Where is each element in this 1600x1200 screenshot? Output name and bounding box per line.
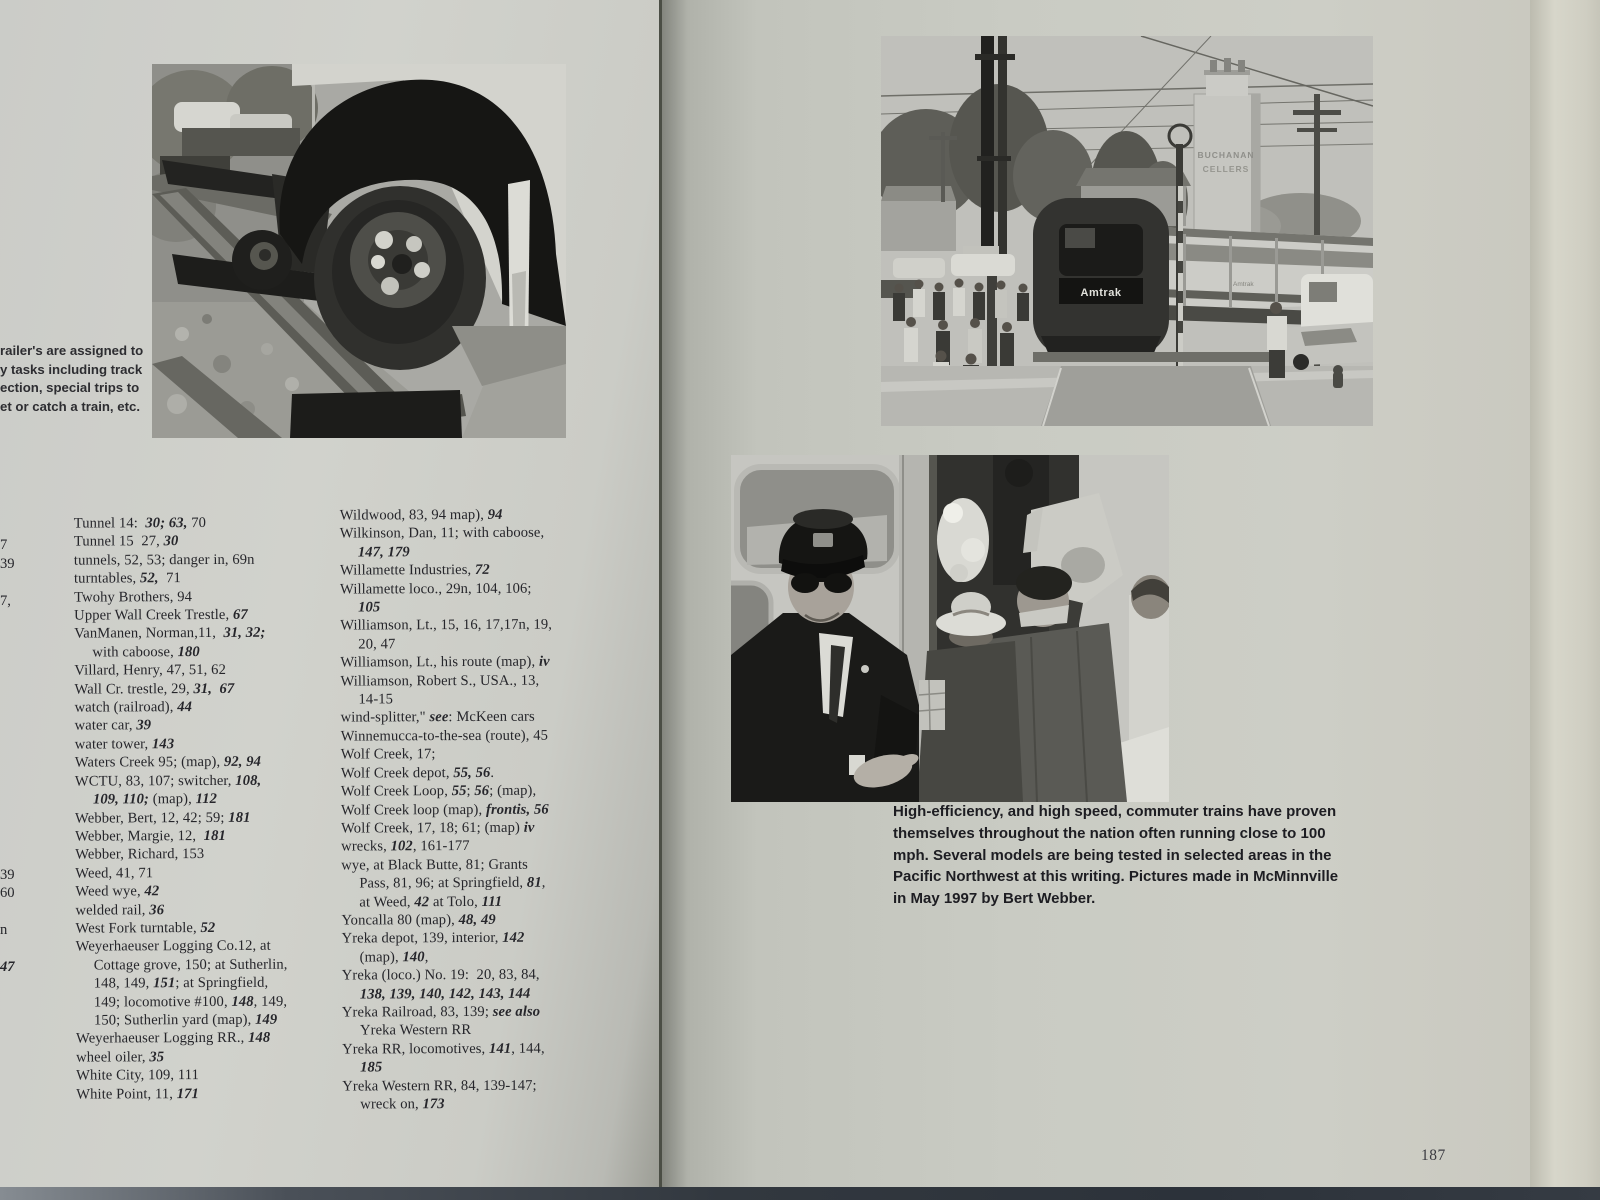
photo-hyrail-wheel <box>152 64 566 438</box>
page-stack-edge <box>1530 0 1600 1187</box>
index-line: 138, 139, 140, 142, 143, 144 <box>359 985 531 1003</box>
index-line: turntables, 52, 71 <box>73 570 181 587</box>
index-line: Wolf Creek loop (map), frontis, 56 <box>340 801 549 819</box>
index-line: wye, at Black Butte, 81; Grants <box>341 856 528 874</box>
index-line: Webber, Margie, 12, 181 <box>75 827 226 845</box>
index-line: WCTU, 83, 107; switcher, 108, <box>74 772 262 790</box>
amtrak-nose-label: Amtrak <box>1080 287 1122 299</box>
background-bottom-edge <box>0 1187 1600 1200</box>
index-line: 20, 47 <box>358 636 396 653</box>
index-line: water car, 39 <box>74 717 152 735</box>
index-line: Webber, Bert, 12, 42; 59; 181 <box>75 809 251 827</box>
edge-fragment: 39 <box>0 556 15 572</box>
photo-hyrail-wheel-art <box>152 64 566 438</box>
index-line: Tunnel 14: 30; 63, 70 <box>73 515 207 532</box>
index-line: Williamson, Robert S., USA., 13, <box>340 672 540 690</box>
caption-line: y tasks including track <box>0 361 143 377</box>
page-number: 187 <box>1421 1147 1446 1164</box>
fire-hydrant <box>1333 365 1343 388</box>
index-line: Wolf Creek, 17, 18; 61; (map) iv <box>341 819 535 837</box>
index-line: 105 <box>358 599 381 616</box>
index-line: Weyerhaeuser Logging RR., 148 <box>75 1030 271 1047</box>
photo-conductor-boarding <box>731 455 1169 802</box>
index-line: Yoncalla 80 (map), 48, 49 <box>341 911 496 929</box>
elevator-sign-line1: BUCHANAN <box>1197 150 1255 160</box>
index-line: Cottage grove, 150; at Sutherlin, <box>93 956 288 974</box>
index-line: 14-15 <box>358 691 394 708</box>
caption-line: themselves throughout the nation often running close to 100 <box>893 824 1326 842</box>
index-line: 185 <box>360 1059 383 1076</box>
index-line: Wolf Creek, 17; <box>340 746 436 763</box>
caption-line: High-efficiency, and high speed, commuter trains have proven <box>893 803 1337 820</box>
index-line: Wolf Creek Loop, 55; 56; (map), <box>340 782 537 800</box>
edge-fragment: 60 <box>0 885 15 901</box>
index-column-2 <box>340 505 598 1114</box>
index-line: VanManen, Norman,11, 31, 32; <box>74 625 266 643</box>
index-line: White City, 109, 111 <box>76 1067 199 1084</box>
index-line: 150; Sutherlin yard (map), 149 <box>93 1011 278 1029</box>
index-line: West Fork turntable, 52 <box>75 919 216 937</box>
index-line: Yreka RR, locomotives, 141, 144, <box>342 1040 545 1058</box>
train-side-label: Amtrak <box>1233 281 1254 288</box>
index-line: Waters Creek 95; (map), 92, 94 <box>74 754 262 771</box>
index-column-1 <box>74 513 347 1103</box>
index-line: Willamette loco., 29n, 104, 106; <box>340 580 532 598</box>
book-gutter <box>659 0 662 1187</box>
index-line: wheel oiler, 35 <box>76 1048 165 1066</box>
index-line: Weed, 41, 71 <box>75 864 154 882</box>
index-line: Wolf Creek depot, 55, 56. <box>340 764 495 782</box>
index-line: Winnemucca-to-the-sea (route), 45 <box>340 727 549 745</box>
photo-caption-left <box>0 342 152 416</box>
index-line: White Point, 11, 171 <box>76 1085 199 1103</box>
caption-line: Pacific Northwest at this writing. Pictures made in McMinnville <box>893 868 1339 886</box>
index-line: Wilkinson, Dan, 11; with caboose, <box>339 525 545 542</box>
photo-conductor-boarding-art <box>731 455 1169 802</box>
index-line: Wildwood, 83, 94 map), 94 <box>339 506 503 524</box>
index-line: tunnels, 52, 53; danger in, 69n <box>73 551 255 569</box>
index-line: welded rail, 36 <box>75 901 165 919</box>
caption-line: in May 1997 by Bert Webber. <box>893 890 1096 908</box>
index-line: Pass, 81, 96; at Springfield, 81, <box>359 874 546 892</box>
index-line: Yreka Western RR <box>359 1022 472 1039</box>
index-line: Yreka Western RR, 84, 139-147; <box>342 1077 537 1095</box>
edge-fragment: 7 <box>0 537 8 553</box>
edge-fragment: 7, <box>0 593 11 609</box>
photo-amtrak-crossing <box>881 36 1373 426</box>
index-line: Yreka Railroad, 83, 139; see also <box>341 1003 541 1021</box>
index-line: wind-splitter," see: McKeen cars <box>340 709 535 727</box>
index-line: 109, 110; (map), 112 <box>92 791 218 808</box>
caption-line: ection, special trips to <box>0 380 140 396</box>
index-line: 148, 149, 151; at Springfield, <box>93 974 269 992</box>
index-line: water tower, 143 <box>74 736 175 753</box>
index-line: (map), 140, <box>359 948 429 966</box>
index-line: Williamson, Lt., 15, 16, 17,17n, 19, <box>340 617 553 634</box>
index-line: at Weed, 42 at Tolo, 111 <box>359 893 503 911</box>
photo-caption-right <box>893 801 1353 910</box>
index-line: wrecks, 102, 161-177 <box>341 838 470 855</box>
edge-fragment: 47 <box>0 959 15 975</box>
index-line: watch (railroad), 44 <box>74 699 193 716</box>
index-line: Weyerhaeuser Logging Co.12, at <box>75 938 271 955</box>
edge-fragment: n <box>0 922 8 938</box>
edge-fragment: 39 <box>0 867 15 883</box>
index-line: Webber, Richard, 153 <box>75 846 205 863</box>
index-line: 147, 179 <box>357 544 410 561</box>
caption-line: railer's are assigned to <box>0 343 144 358</box>
caption-line: et or catch a train, etc. <box>0 398 140 414</box>
index-line: Willamette Industries, 72 <box>339 562 490 579</box>
elevator-sign-line2: CELLERS <box>1202 164 1250 174</box>
doorway-foliage <box>937 498 989 582</box>
index-line: Wall Cr. trestle, 29, 31, 67 <box>74 680 235 698</box>
index-line: 149; locomotive #100, 148, 149, <box>93 993 288 1011</box>
index-line: Upper Wall Creek Trestle, 67 <box>74 606 248 624</box>
photo-amtrak-crossing-art <box>881 36 1373 426</box>
index-line: Yreka depot, 139, interior, 142 <box>341 930 525 947</box>
train-nose <box>1033 198 1169 360</box>
index-line: wreck on, 173 <box>360 1096 445 1113</box>
caption-line: mph. Several models are being tested in selected areas in the <box>893 846 1332 864</box>
index-line: Tunnel 15 27, 30 <box>73 533 179 550</box>
index-line: Yreka (loco.) No. 19: 20, 83, 84, <box>341 966 540 984</box>
index-line: Weed wye, 42 <box>75 883 160 900</box>
index-line: Twohy Brothers, 94 <box>74 588 193 606</box>
index-line: with caboose, 180 <box>92 643 200 661</box>
index-line: Villard, Henry, 47, 51, 62 <box>74 662 226 679</box>
index-line: Williamson, Lt., his route (map), iv <box>340 653 550 671</box>
